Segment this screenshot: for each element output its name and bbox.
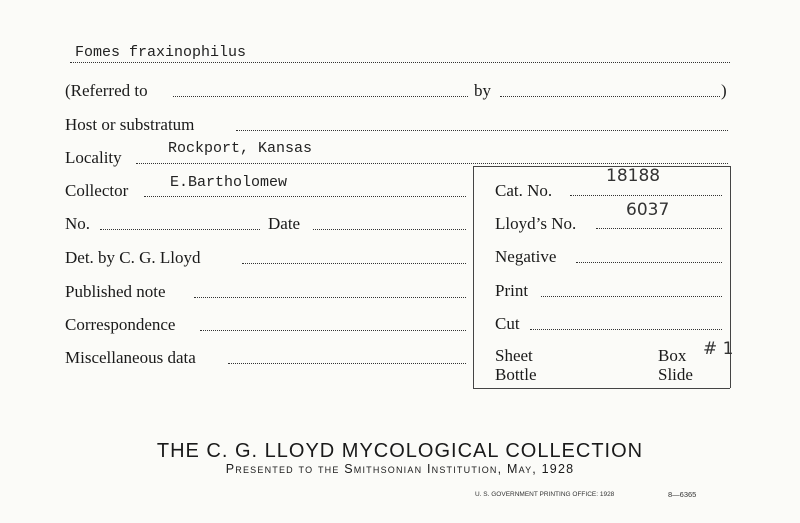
negative-label: Negative [495,247,557,266]
cat-no-label: Cat. No. [495,181,553,200]
published-field[interactable] [194,297,466,298]
bottle-label: Bottle [495,365,537,384]
det-by-field[interactable] [242,263,466,264]
det-by-label: Det. by C. G. Lloyd [65,248,201,267]
by-field[interactable] [500,96,720,97]
species-name: Fomes fraxinophilus [75,44,247,61]
locality-value: Rockport, Kansas [168,140,313,157]
print-label: Print [495,281,529,300]
collection-subtitle: Presented to the Smithsonian Institution, May, 1928 [225,462,575,476]
printing-office-note: U. S. GOVERNMENT PRINTING OFFICE: 1928 [475,491,615,498]
locality-label: Locality [65,148,122,167]
referred-to-label: (Referred to [65,81,148,100]
cut-label: Cut [495,314,520,333]
no-label: No. [65,214,91,233]
published-label: Published note [65,282,166,301]
referred-to-field[interactable] [173,96,468,97]
form-number: 8—6365 [668,490,697,499]
date-field[interactable] [313,229,466,230]
sheet-label: Sheet [495,346,533,365]
misc-label: Miscellaneous data [65,348,196,367]
collector-field[interactable] [144,196,466,197]
lloyds-no-value: 6037 [626,200,670,220]
cut-field[interactable] [530,329,722,330]
locality-field[interactable] [136,163,728,164]
cat-no-value: 18188 [606,166,661,186]
box-left-border [473,166,474,388]
close-paren: ) [721,81,727,100]
misc-field[interactable] [228,363,466,364]
by-label: by [474,81,491,100]
correspondence-label: Correspondence [65,315,176,334]
host-label: Host or substratum [65,115,195,134]
correspondence-field[interactable] [200,330,466,331]
box-value: # 1 [703,339,734,359]
box-bottom-border [473,388,730,389]
species-underline [70,62,730,63]
collector-label: Collector [65,181,129,200]
print-field[interactable] [541,296,722,297]
lloyds-no-field[interactable] [596,228,722,229]
host-field[interactable] [236,130,728,131]
collector-value: E.Bartholomew [170,174,288,191]
cat-no-field[interactable] [570,195,722,196]
slide-label: Slide [658,365,693,384]
no-field[interactable] [100,229,260,230]
box-label: Box [658,346,687,365]
collection-title: THE C. G. LLOYD MYCOLOGICAL COLLECTION [156,440,644,462]
lloyds-no-label: Lloyd’s No. [495,214,577,233]
negative-field[interactable] [576,262,722,263]
date-label: Date [268,214,301,233]
box-top-border [473,166,730,167]
